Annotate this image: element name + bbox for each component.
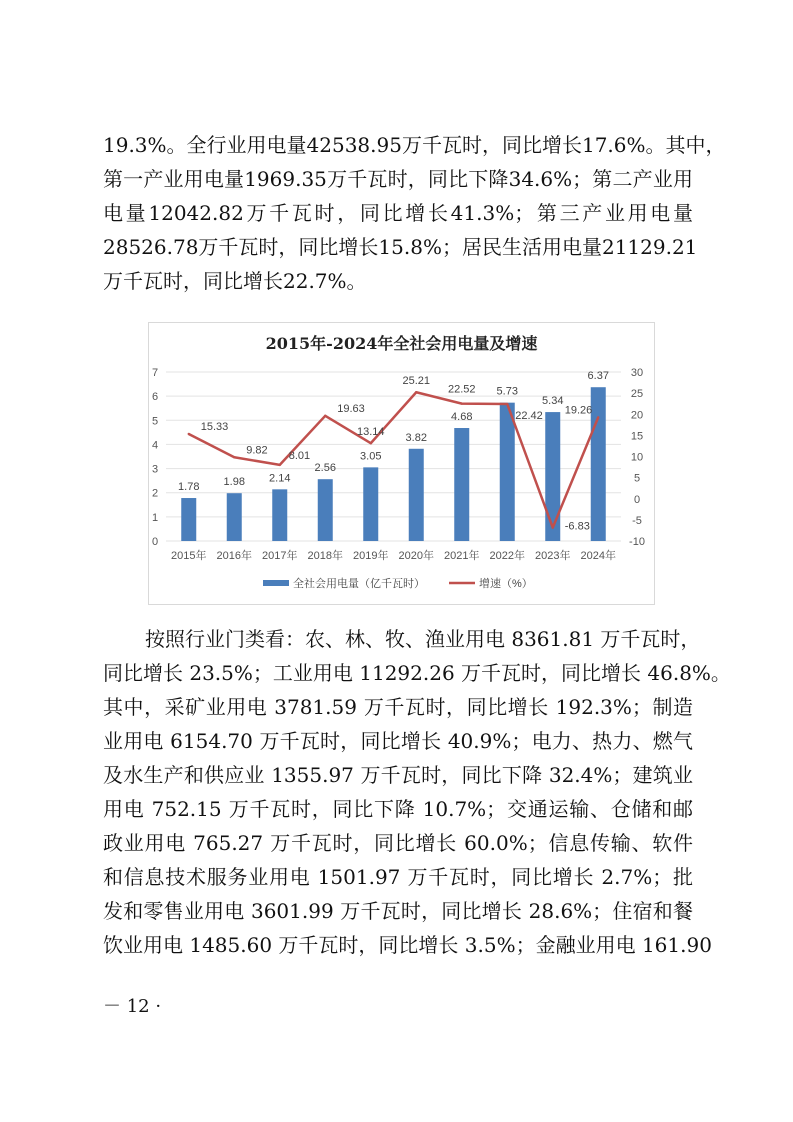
x-axis-tick: 2015年 [171,550,207,562]
bar-data-label: 5.34 [542,395,564,408]
line-data-label: 9.82 [246,444,268,457]
line-data-label: 13.14 [356,426,385,439]
bar [454,428,469,541]
left-axis-tick: 5 [151,415,159,428]
bar [591,387,606,541]
bar-data-label: 3.05 [360,450,382,463]
left-axis-tick: 2 [151,487,159,500]
text-line: 用电 752.15 万千瓦时，同比下降 10.7%；交通运输、仓储和邮 [103,797,693,821]
left-axis-tick: 7 [151,367,159,379]
text-line: 和信息技术服务业用电 1501.97 万千瓦时，同比增长 2.7%；批 [103,865,693,889]
chart-svg [149,323,654,604]
line-point [415,391,417,393]
bar [318,479,333,541]
bar [181,498,196,541]
x-axis-tick: 2024年 [580,550,616,562]
bar-data-label: 6.37 [587,370,609,383]
line-data-label: 19.26 [564,404,593,417]
legend-bar-swatch [263,580,289,586]
bar [227,493,242,541]
text-line: 及水生产和供应业 1355.97 万千瓦时，同比下降 32.4%；建筑业 [103,763,693,787]
left-axis-tick: 4 [151,439,159,452]
bar [409,449,424,541]
legend-bar-label: 全社会用电量（亿千瓦时） [293,578,425,590]
paragraph-electricity-by-sector [103,128,726,298]
line-point [324,415,326,417]
text-line: 政业用电 765.27 万千瓦时，同比增长 60.0%；信息传输、软件 [103,831,693,855]
bar [272,489,287,541]
left-axis-tick: 3 [151,463,159,476]
legend-line-label: 增速（%） [479,578,533,590]
left-axis-tick: 1 [151,511,159,524]
line-data-label: 19.63 [337,402,365,415]
text-line: 业用电 6154.70 万千瓦时，同比增长 40.9%；电力、热力、燃气 [103,729,693,753]
x-axis-tick: 2018年 [307,550,343,562]
text-line: 28526.78万千瓦时，同比增长15.8%；居民生活用电量21129.21 [103,235,698,259]
bar-data-label: 3.82 [405,431,427,444]
chart-title: 2015年-2024年全社会用电量及增速 [265,334,538,353]
bar-data-label: 1.98 [223,476,245,489]
line-data-label: 8.01 [288,449,311,462]
right-axis-tick: 20 [630,409,644,422]
bar-data-label: 1.78 [178,481,200,494]
line-data-label: 25.21 [402,375,431,388]
line-point [279,464,281,466]
text-line: 第一产业用电量1969.35万千瓦时，同比下降34.6%；第二产业用 [103,167,693,191]
line-data-label: 15.33 [200,420,229,433]
text-line: 19.3%。全行业用电量42538.95万千瓦时，同比增长17.6%。其中， [103,133,726,157]
text-line: 其中，采矿业用电 3781.59 万千瓦时，同比增长 192.3%；制造 [103,695,693,719]
line-point [370,442,372,444]
text-line: 同比增长 23.5%；工业用电 11292.26 万千瓦时，同比增长 46.8%。 [103,661,731,685]
x-axis-tick: 2019年 [353,550,389,562]
bar [545,412,560,541]
text-line: 按照行业门类看：农、林、牧、渔业用电 8361.81 万千瓦时， [145,627,701,651]
right-axis-tick: 15 [630,430,644,443]
line-data-label: 22.42 [515,410,543,423]
line-point [552,526,554,528]
x-axis-tick: 2016年 [216,550,252,562]
line-point [188,433,190,435]
right-axis-tick: -5 [632,514,642,527]
line-point [597,416,599,418]
x-axis-tick: 2022年 [489,550,525,562]
x-axis-tick: 2020年 [398,550,434,562]
line-point [233,456,235,458]
left-axis-tick: 6 [151,391,159,404]
right-axis-tick: 5 [633,472,641,485]
line-data-label: 22.52 [447,383,476,396]
line-point [506,403,508,405]
bar-data-label: 4.68 [451,411,473,424]
bar-data-label: 5.73 [496,385,518,398]
text-line: 电量12042.82万千瓦时，同比增长41.3%；第三产业用电量 [103,201,693,225]
text-line: 饮业用电 1485.60 万千瓦时，同比增长 3.5%；金融业用电 161.90 [103,933,712,957]
text-line: 万千瓦时，同比增长22.7%。 [103,269,367,293]
line-data-label: -6.83 [564,520,590,533]
right-axis-tick: -10 [629,536,645,548]
x-axis-tick: 2023年 [535,550,571,562]
paragraph-electricity-by-industry [103,622,731,962]
x-axis-tick: 2021年 [444,550,480,562]
left-axis-tick: 0 [151,536,159,548]
x-axis-tick: 2017年 [262,550,298,562]
right-axis-tick: 0 [633,493,641,506]
right-axis-tick: 10 [630,451,644,464]
right-axis-tick: 30 [630,367,644,379]
bar [363,467,378,541]
page-number: － 12 · [103,996,162,1017]
line-point [461,402,463,404]
bar [500,403,515,541]
bar-data-label: 2.14 [269,472,291,485]
text-line: 发和零售业用电 3601.99 万千瓦时，同比增长 28.6%；住宿和餐 [103,899,693,923]
right-axis-tick: 25 [630,388,644,401]
bar-data-label: 2.56 [314,462,336,475]
electricity-chart [148,322,655,605]
